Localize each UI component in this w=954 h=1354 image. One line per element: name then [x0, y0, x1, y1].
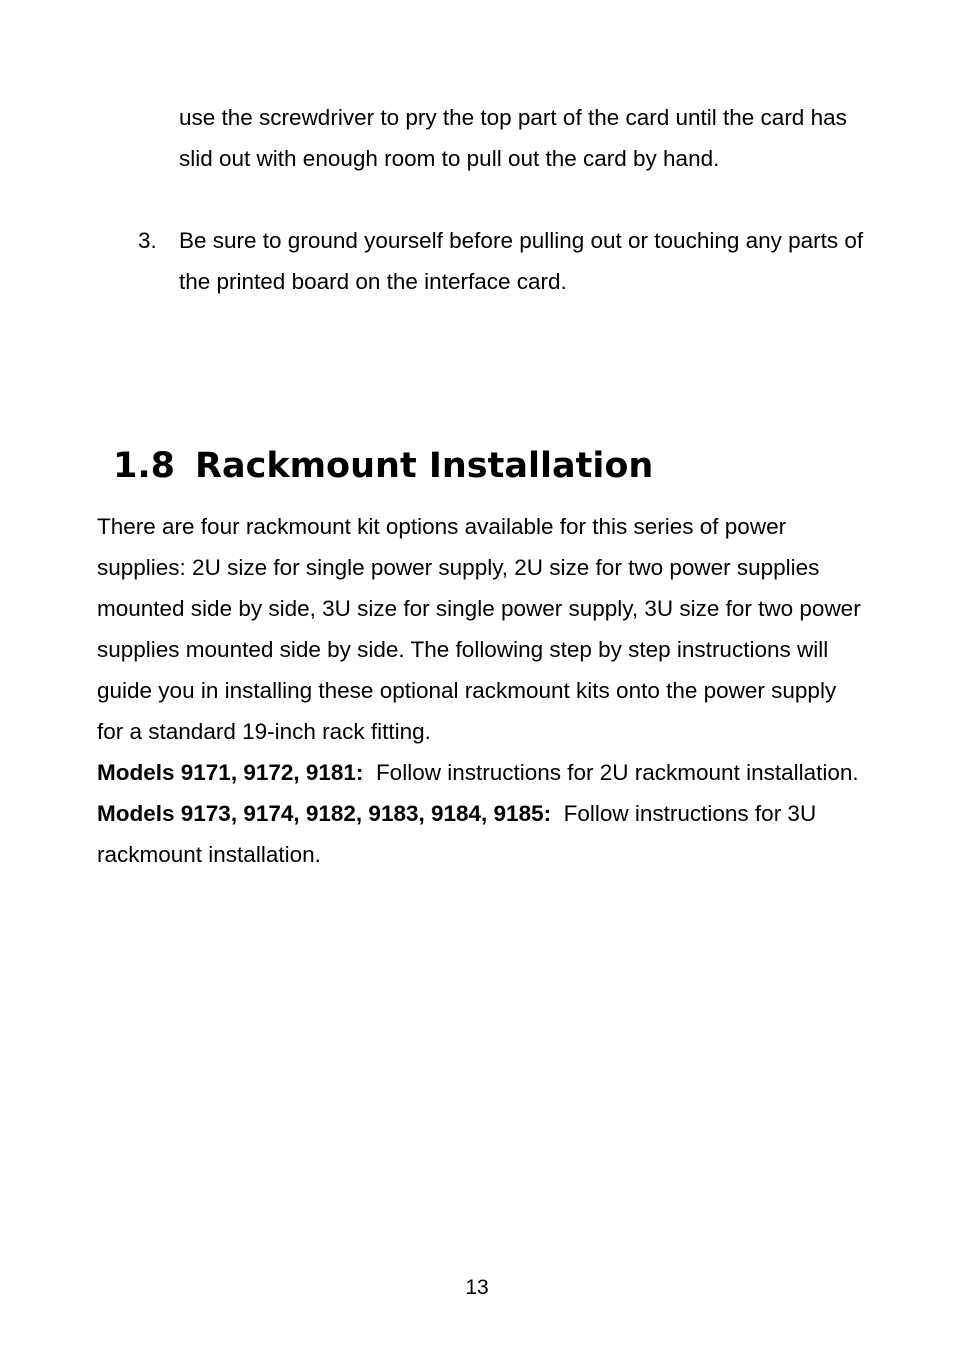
- section-body: [97, 506, 867, 875]
- list-item-number: 3.: [138, 228, 157, 253]
- section-title: Rackmount Installation: [195, 446, 654, 486]
- intro-paragraph: There are four rackmount kit options available for this series of power supplies: 2U size for single power supply, 2U size for two power supplies mounted side by side, 3U size for single power supply, 3U size for two power supplies mounted side by side. The following step by step instructions will guide you in installing these optional rackmount kits onto the power supply for a standard 19-inch rack fitting.: [97, 514, 861, 744]
- list-item-continuation: [179, 97, 869, 179]
- list-item-text: Be sure to ground yourself before pulling out or touching any parts of the printed board on the interface card.: [179, 228, 864, 294]
- models-3u-paragraph: [97, 793, 867, 875]
- models-3u-text: Follow instructions for 3U rackmount installation.: [97, 801, 817, 867]
- models-2u-paragraph: [97, 752, 867, 793]
- models-2u-text: Follow instructions for 2U rackmount installation.: [375, 760, 859, 785]
- section-heading: [113, 438, 873, 494]
- section-number: 1.8: [113, 446, 176, 486]
- continuation-text: use the screwdriver to pry the top part of the card until the card has slid out with enough room to pull out the card by hand.: [179, 105, 847, 171]
- models-2u-label: Models 9171, 9172, 9181:: [97, 760, 364, 785]
- models-3u-label: Models 9173, 9174, 9182, 9183, 9184, 9185:: [97, 801, 552, 826]
- page-number: 13: [465, 1276, 489, 1299]
